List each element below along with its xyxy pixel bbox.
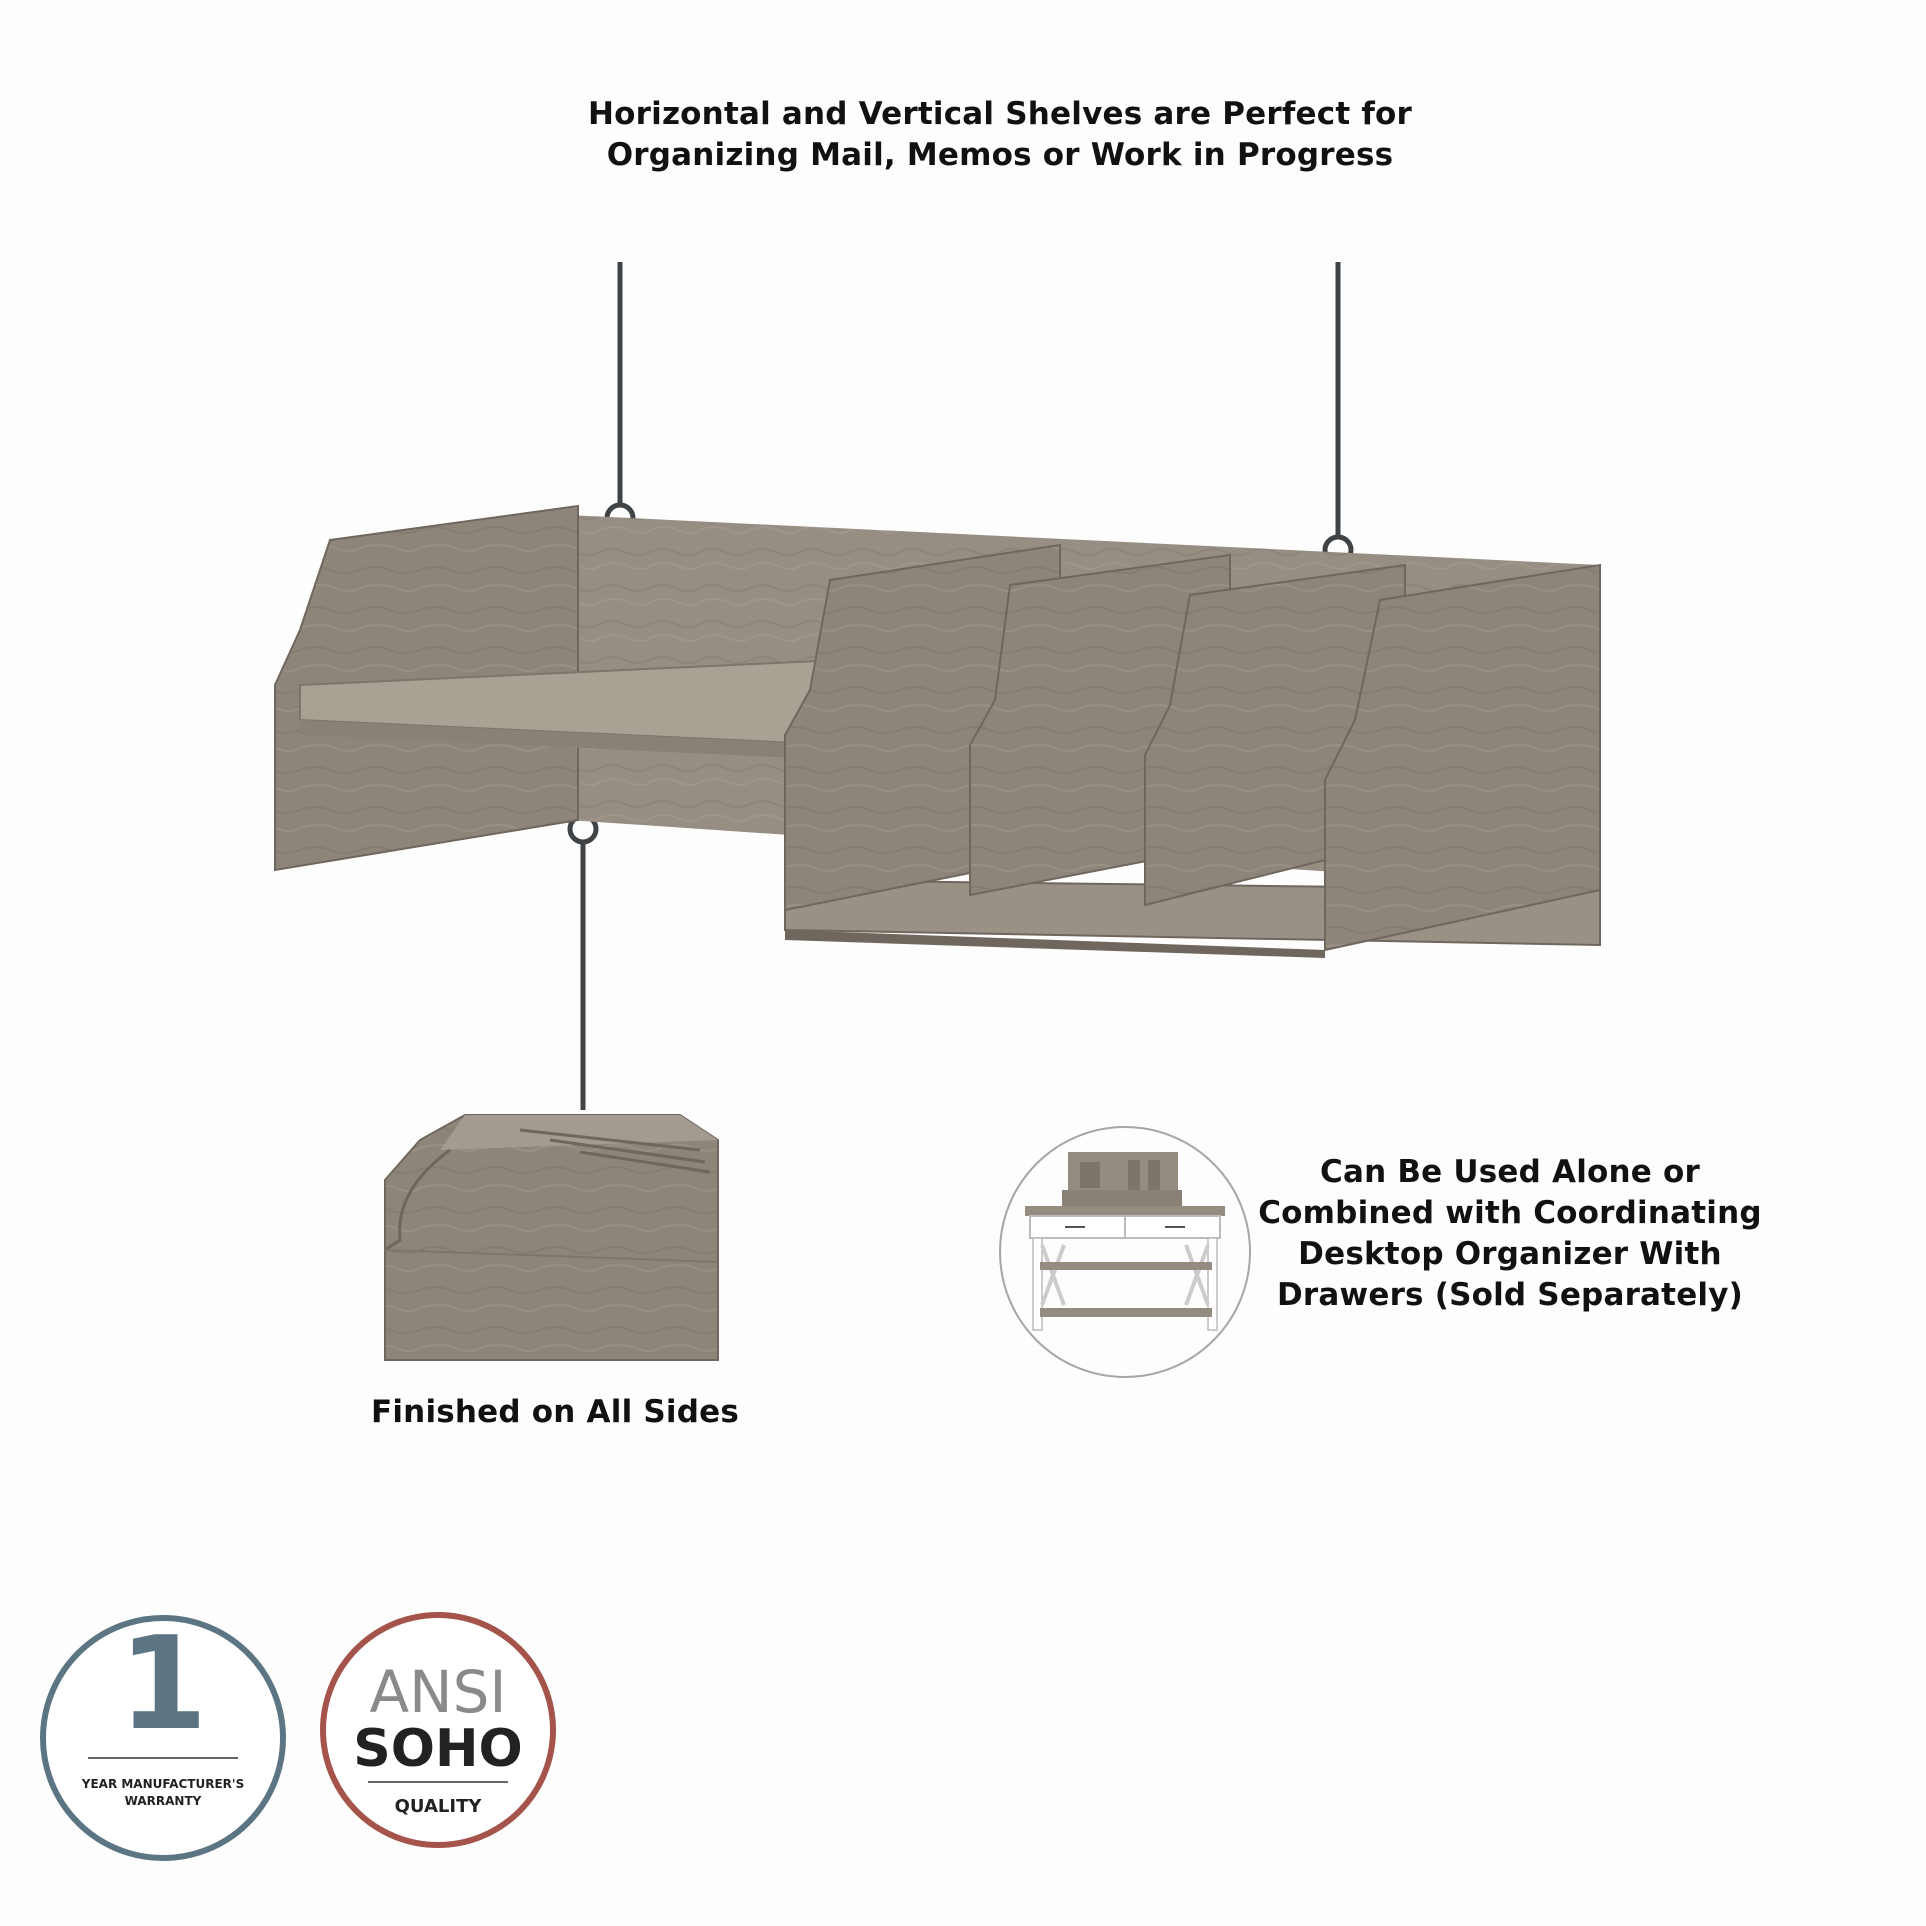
- warranty-number: 1: [118, 1610, 208, 1759]
- caption-line: Desktop Organizer With: [1298, 1236, 1722, 1272]
- caption-line: Finished on All Sides: [370, 1394, 740, 1430]
- warranty-line1: YEAR MANUFACTURER'S: [81, 1777, 245, 1791]
- ansi-line2: SOHO: [353, 1719, 523, 1779]
- caption-line: Combined with Coordinating: [1258, 1195, 1762, 1231]
- warranty-line2: WARRANTY: [124, 1794, 202, 1808]
- inset-desk-thumbnail: [1000, 1127, 1250, 1377]
- ansi-line3: QUALITY: [394, 1796, 482, 1817]
- caption-line: Organizing Mail, Memos or Work in Progress: [606, 137, 1394, 173]
- side-view-illustration: [385, 1115, 718, 1360]
- ansi-soho-badge: [323, 1615, 553, 1845]
- caption-line: Can Be Used Alone or: [1320, 1154, 1700, 1190]
- caption-combined: [1250, 1152, 1770, 1316]
- ansi-line1: ANSI: [369, 1658, 507, 1726]
- caption-finished: [330, 1392, 780, 1433]
- caption-line: Drawers (Sold Separately): [1276, 1277, 1744, 1313]
- hutch-organizer: [275, 506, 1600, 958]
- warranty-badge: [43, 1610, 283, 1858]
- caption-line: Horizontal and Vertical Shelves are Perfect for: [587, 96, 1412, 132]
